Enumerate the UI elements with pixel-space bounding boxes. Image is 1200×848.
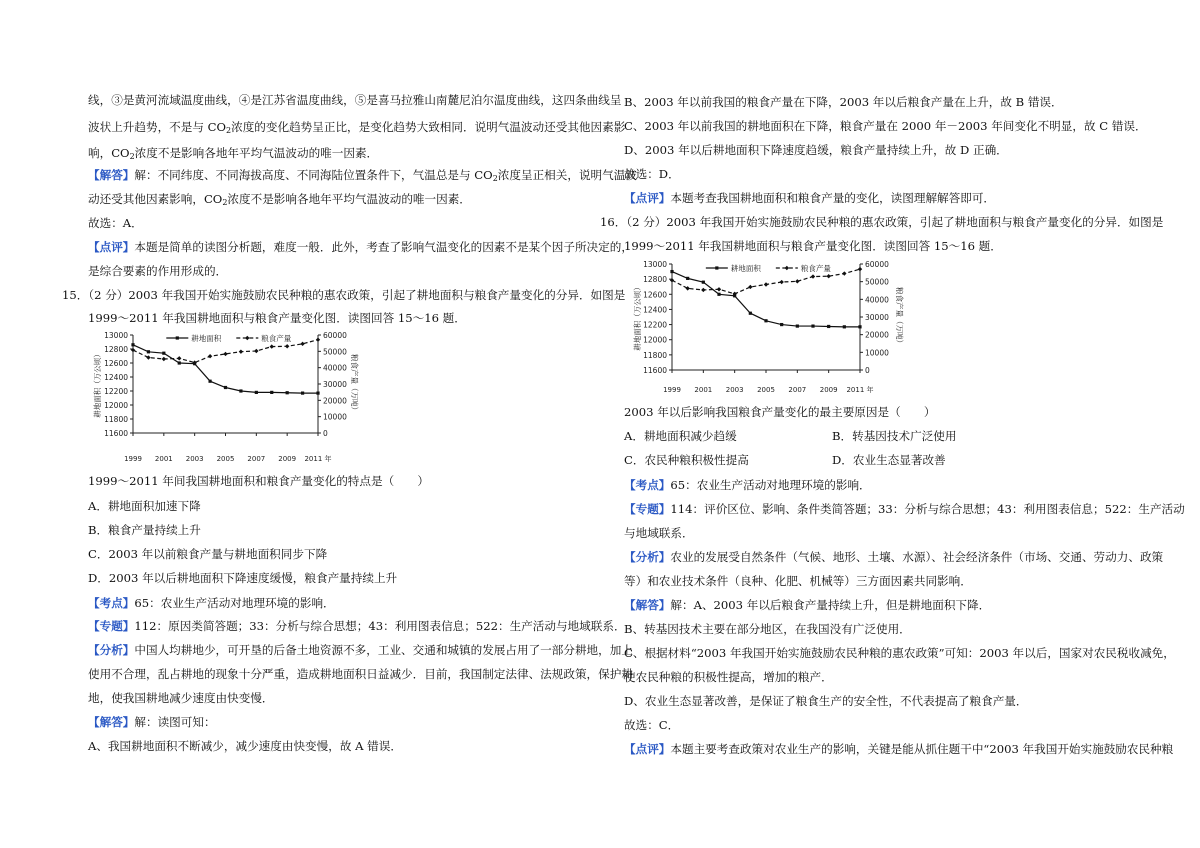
legend-label-cultivated-area: 耕地面积 xyxy=(730,264,761,273)
y-tick-label-right: 10000 xyxy=(323,412,347,422)
y-tick-label-left: 11600 xyxy=(643,366,667,375)
data-point-cultivated-area xyxy=(702,281,705,284)
data-point-grain-output xyxy=(685,286,689,290)
data-point-grain-output xyxy=(779,280,783,284)
data-point-cultivated-area xyxy=(162,352,165,355)
y-tick-label-left: 12600 xyxy=(104,359,128,368)
data-point-grain-output xyxy=(146,355,150,359)
y-tick-label-left: 12000 xyxy=(643,335,667,345)
right-choice-c: 故选：C． xyxy=(624,718,680,732)
y-tick-label-left: 11600 xyxy=(104,429,128,438)
data-point-cultivated-area xyxy=(749,312,752,315)
q15-stem: 1999～2011 年间我国耕地面积和粮食产量变化的特点是（ ） xyxy=(88,474,429,488)
data-point-grain-output xyxy=(208,354,212,358)
q16-option-b: B．转基因技术广泛使用 xyxy=(832,429,957,443)
right-comment: 【点评】本题考查我国耕地面积和粮食产量的变化，读图理解解答即可． xyxy=(624,191,996,205)
q16-option-c: C．农民种粮积极性提高 xyxy=(624,453,749,467)
y-axis-title-left: 耕地面积（万公顷） xyxy=(633,283,642,351)
right-dianping: 【点评】本题主要考查政策对农业生产的影响，关键是能从抓住题干中“2003 年我国开始实施鼓励农民种粮 xyxy=(624,742,1174,756)
fenxi-line-1: 【分析】中国人均耕地少，可开垦的后备土地资源不多，工业、交通和城镇的发展占用了一部分耕地，加上 xyxy=(88,643,633,657)
right-fenxi-2: 等）和农业技术条件（良种、化肥、机械等）三方面因素共同影响． xyxy=(624,574,972,588)
intro-line-2: 波状上升趋势，不是与 $CO_2$浓度的变化趋势呈正比，是变化趋势大致相同．说明气温波动还受其他因素影 xyxy=(88,120,626,135)
choice-line: 故选：A． xyxy=(88,216,143,230)
y-tick-label-left: 12600 xyxy=(643,290,667,300)
y-axis-title-right: 粮食产量（万吨） xyxy=(895,287,904,347)
x-tick-label: 2001 xyxy=(694,386,713,394)
y-tick-label-right: 40000 xyxy=(323,363,347,373)
right-page xyxy=(600,0,1200,848)
y-tick-label-right: 20000 xyxy=(323,396,347,406)
data-point-cultivated-area xyxy=(827,325,830,328)
x-tick-label: 2011 年 xyxy=(304,455,332,463)
legend-marker-grain-output xyxy=(785,266,789,270)
q16-line-2: 1999～2011 年我国耕地面积与粮食产量变化图．读图回答 15～16 题． xyxy=(624,239,1002,253)
data-point-cultivated-area xyxy=(270,391,273,394)
data-point-cultivated-area xyxy=(717,293,720,296)
y-tick-label-right: 30000 xyxy=(323,380,347,389)
data-point-cultivated-area xyxy=(811,324,814,327)
right-zhuanti-1: 【专题】114：评价区位、影响、条件类简答题；33：分析与综合思想；43：利用图表信息；522：生产活动 xyxy=(624,502,1185,516)
y-tick-label-right: 50000 xyxy=(323,347,347,357)
right-line-b: B、2003 年以前我国的粮食产量在下降，2003 年以后粮食产量在上升，故 B 错误． xyxy=(624,95,1063,109)
q16-option-d: D．农业生态显著改善 xyxy=(832,453,946,467)
x-tick-label: 2005 xyxy=(216,455,235,463)
data-point-cultivated-area xyxy=(301,392,304,395)
data-point-cultivated-area xyxy=(764,319,767,322)
q16-line-1: 16．（2 分）2003 年我国开始实施鼓励农民种粮的惠农政策，引起了耕地面积与粮食产量变化的分异．如图是 xyxy=(600,215,1164,229)
data-point-grain-output xyxy=(748,285,752,289)
y-tick-label-left: 12200 xyxy=(104,387,128,396)
q16-option-a: A．耕地面积减少趋缓 xyxy=(624,429,737,443)
data-point-cultivated-area xyxy=(208,380,211,383)
data-point-cultivated-area xyxy=(239,389,242,392)
intro-line-3: 响，$CO_2$浓度不是影响各地年平均气温波动的唯一因素． xyxy=(88,146,379,161)
y-tick-label-right: 20000 xyxy=(865,330,889,340)
data-point-grain-output xyxy=(131,348,135,352)
data-point-grain-output xyxy=(270,344,274,348)
x-tick-label: 2007 xyxy=(247,455,266,463)
zhuanti-line: 【专题】112：原因类简答题；33：分析与综合思想；43：利用图表信息；522：生产活动与地域联系． xyxy=(88,619,626,633)
y-tick-label-right: 60000 xyxy=(865,260,889,269)
x-tick-label: 2007 xyxy=(788,386,807,394)
data-point-cultivated-area xyxy=(780,323,783,326)
y-tick-label-right: 50000 xyxy=(865,277,889,287)
data-point-cultivated-area xyxy=(131,343,134,346)
y-tick-label-right: 60000 xyxy=(323,331,347,340)
right-choice: 故选：D． xyxy=(624,167,680,181)
x-tick-label: 2009 xyxy=(819,386,838,394)
answer-a-line: A、我国耕地面积不断减少，减少速度由快变慢，故 A 错误． xyxy=(88,739,402,753)
data-point-grain-output xyxy=(701,288,705,292)
right-ans-c-2: 使农民种粮的积极性提高，增加的粮产． xyxy=(624,670,833,684)
right-kaodian: 【考点】65：农业生产活动对地理环境的影响． xyxy=(624,478,871,492)
y-axis-title-left: 耕地面积（万公顷） xyxy=(93,350,102,418)
data-point-cultivated-area xyxy=(224,386,227,389)
x-tick-label: 2003 xyxy=(185,455,204,463)
right-jieda: 【解答】解：A、2003 年以后粮食产量持续上升，但是耕地面积下降． xyxy=(624,598,991,612)
y-tick-label-left: 11800 xyxy=(643,350,667,360)
y-tick-label-left: 12000 xyxy=(104,401,128,410)
data-point-grain-output xyxy=(223,352,227,356)
q15-option-c: C．2003 年以前粮食产量与耕地面积同步下降 xyxy=(88,547,328,561)
data-point-grain-output xyxy=(795,279,799,283)
legend-label-grain-output: 粮食产量 xyxy=(800,264,831,273)
y-tick-label-right: 40000 xyxy=(865,295,889,305)
solution-tag: 【解答】 xyxy=(88,168,135,182)
right-ans-b: B、转基因技术主要在部分地区，在我国没有广泛使用． xyxy=(624,622,911,636)
y-tick-label-left: 11800 xyxy=(104,415,128,424)
data-point-cultivated-area xyxy=(796,324,799,327)
chart-cultivated-area-grain-output-2 xyxy=(600,0,1200,848)
data-point-cultivated-area xyxy=(316,392,319,395)
x-tick-label: 2009 xyxy=(278,455,297,463)
data-point-grain-output xyxy=(162,357,166,361)
legend-marker-cultivated-area xyxy=(715,266,718,269)
data-point-grain-output xyxy=(842,271,846,275)
series-line-grain-output xyxy=(133,340,318,363)
legend-label-cultivated-area: 耕地面积 xyxy=(191,334,222,343)
y-tick-label-left: 12400 xyxy=(643,305,667,315)
data-point-grain-output xyxy=(285,344,289,348)
right-ans-d: D、农业生态显著改善，是保证了粮食生产的安全性，不代表提高了粮食产量． xyxy=(624,694,1028,708)
y-tick-label-right: 0 xyxy=(865,366,870,375)
q15-line-1: 15．（2 分）2003 年我国开始实施鼓励农民种粮的惠农政策，引起了耕地面积与粮食产量变化的分异．如图是 xyxy=(62,288,626,302)
series-line-cultivated-area xyxy=(672,272,860,327)
data-point-cultivated-area xyxy=(843,325,846,328)
comment-line-1: 【点评】本题是简单的读图分析题，难度一般．此外，考查了影响气温变化的因素不是某个因子所决定的， xyxy=(88,240,633,254)
y-axis-title-right: 粮食产量（万吨） xyxy=(350,354,359,414)
y-tick-label-left: 13000 xyxy=(104,331,128,340)
data-point-grain-output xyxy=(811,274,815,278)
solution-line-2: 动还受其他因素影响，$CO_2$浓度不是影响各地年平均气温波动的唯一因素． xyxy=(88,192,471,207)
q15-option-a: A．耕地面积加速下降 xyxy=(88,499,201,513)
data-point-cultivated-area xyxy=(686,277,689,280)
y-tick-label-left: 12200 xyxy=(643,320,667,330)
right-line-c: C、2003 年以前我国的耕地面积在下降，粮食产量在 2000 年－2003 年间变化不明显，故 C 错误． xyxy=(624,119,1147,133)
data-point-grain-output xyxy=(177,356,181,360)
fenxi-line-3: 地，使我国耕地减少速度由快变慢． xyxy=(88,691,274,705)
right-fenxi-1: 【分析】农业的发展受自然条件（气候、地形、土壤、水源）、社会经济条件（市场、交通、劳动力、政策 xyxy=(624,550,1164,564)
data-point-cultivated-area xyxy=(670,270,673,273)
y-tick-label-left: 12400 xyxy=(104,373,128,382)
data-point-cultivated-area xyxy=(178,361,181,364)
x-tick-label: 1999 xyxy=(124,455,142,463)
x-tick-label: 2001 xyxy=(154,455,173,463)
legend-marker-grain-output xyxy=(245,336,249,340)
q15-option-d: D．2003 年以后耕地面积下降速度缓慢，粮食产量持续上升 xyxy=(88,571,398,585)
data-point-cultivated-area xyxy=(255,391,258,394)
x-tick-label: 2003 xyxy=(725,386,744,394)
y-tick-label-right: 10000 xyxy=(865,348,889,358)
data-point-grain-output xyxy=(239,349,243,353)
data-point-grain-output xyxy=(254,349,258,353)
y-tick-label-left: 12800 xyxy=(104,345,128,354)
data-point-cultivated-area xyxy=(147,350,150,353)
data-point-grain-output xyxy=(316,338,320,342)
right-zhuanti-2: 与地域联系． xyxy=(624,526,694,540)
x-tick-label: 2011 年 xyxy=(846,386,874,394)
y-tick-label-left: 12800 xyxy=(643,275,667,285)
y-tick-label-right: 30000 xyxy=(865,313,889,322)
data-point-cultivated-area xyxy=(858,325,861,328)
right-ans-c-1: C、根据材料“2003 年我国开始实施鼓励农民种粮的惠农政策”可知：2003 年以后，国家对农民税收减免， xyxy=(624,646,1175,660)
kaodian-line: 【考点】65：农业生产活动对地理环境的影响． xyxy=(88,596,335,610)
data-point-grain-output xyxy=(858,267,862,271)
data-point-cultivated-area xyxy=(286,391,289,394)
legend-label-grain-output: 粮食产量 xyxy=(261,334,292,343)
y-tick-label-right: 0 xyxy=(323,429,328,438)
right-line-d: D、2003 年以后耕地面积下降速度趋缓，粮食产量持续上升，故 D 正确． xyxy=(624,143,1008,157)
data-point-grain-output xyxy=(300,342,304,346)
solution-line-1: 【解答】解：不同纬度、不同海拔高度、不同海陆位置条件下，气温总是与 $CO_2$浓度呈正相关，说明气温波 xyxy=(88,168,637,183)
jieda-line: 【解答】解：读图可知： xyxy=(88,715,216,729)
data-point-grain-output xyxy=(764,282,768,286)
y-tick-label-left: 13000 xyxy=(643,260,667,269)
x-tick-label: 1999 xyxy=(663,386,681,394)
intro-line-1: 线，③是黄河流域温度曲线，④是江苏省温度曲线，⑤是喜马拉雅山南麓尼泊尔温度曲线，这四条曲线呈 xyxy=(88,93,622,107)
data-point-grain-output xyxy=(826,274,830,278)
legend-marker-cultivated-area xyxy=(176,336,179,339)
data-point-grain-output xyxy=(717,287,721,291)
comment-line-2: 是综合要素的作用形成的． xyxy=(88,264,228,278)
q16-stem: 2003 年以后影响我国粮食产量变化的最主要原因是（ ） xyxy=(624,405,936,419)
q15-line-2: 1999～2011 年我国耕地面积与粮食产量变化图．读图回答 15～16 题． xyxy=(88,311,466,325)
fenxi-line-2: 使用不合理，乱占耕地的现象十分严重，造成耕地面积日益减少．目前，我国制定法律、法规政策，保护耕 xyxy=(88,667,633,681)
x-tick-label: 2005 xyxy=(757,386,775,394)
q15-option-b: B．粮食产量持续上升 xyxy=(88,523,201,537)
